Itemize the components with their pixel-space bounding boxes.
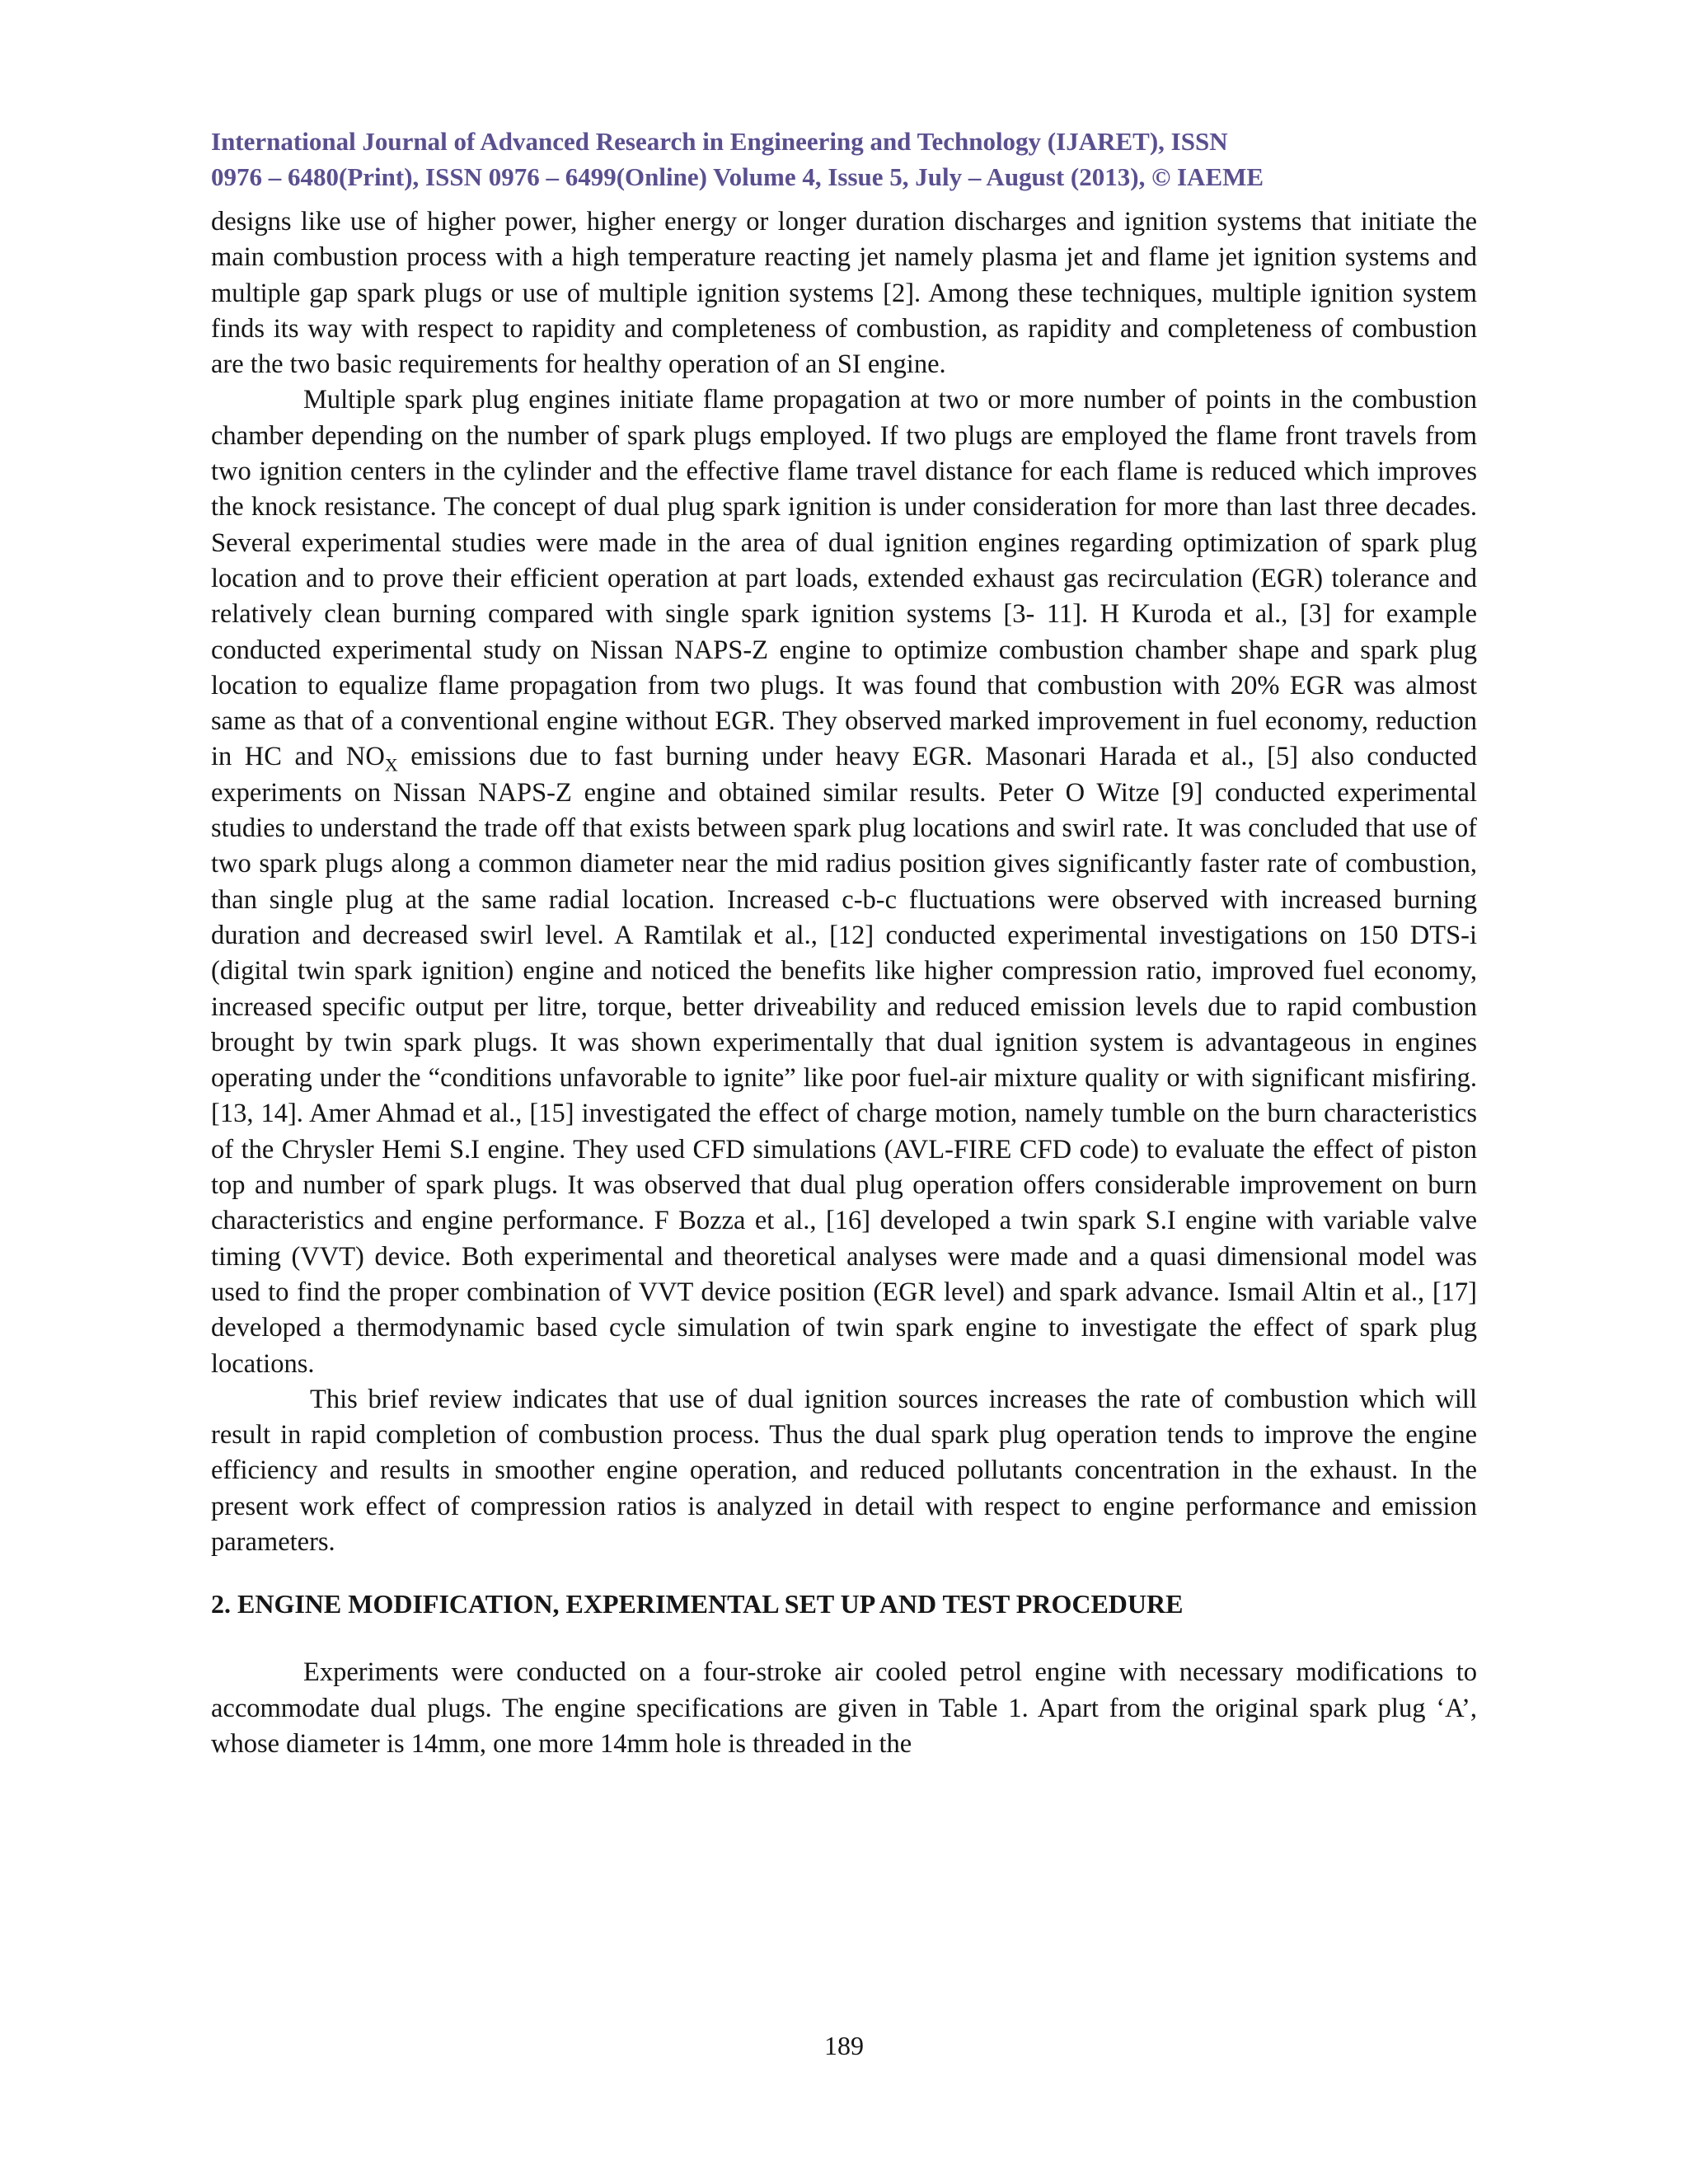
page-number: 189: [824, 2031, 864, 2060]
journal-header-line-1: International Journal of Advanced Research in Engineering and Technology (IJARET), ISSN: [211, 127, 1228, 156]
page-content: [211, 124, 1477, 1762]
section-heading-engine-modification: 2. ENGINE MODIFICATION, EXPERIMENTAL SET UP AND TEST PROCEDURE: [211, 1589, 1184, 1619]
journal-header-line-2: 0976 – 6480(Print), ISSN 0976 – 6499(Online) Volume 4, Issue 5, July – August (2013), © IAEME: [211, 162, 1264, 191]
paragraph-review-summary: This brief review indicates that use of dual ignition sources increases the rate of combustion which will result in rapid completion of combustion process. Thus the dual spark plug operation tends to improve the engine efficiency and results in smoother engine operation, and reduced pollutants concentration in the exhaust. In the present work effect of compression ratios is analyzed in detail with respect to engine performance and emission parameters.: [211, 1384, 1477, 1557]
nox-subscript: X: [384, 754, 398, 776]
paragraph-multiple-spark-plug-review: [211, 382, 1477, 1381]
paragraph-intro-continuation: designs like use of higher power, higher energy or longer duration discharges and ignition systems that initiate the main combustion process with a high temperature reacting jet namely plasma jet and flame jet ignition systems and multiple gap spark plugs or use of multiple ignition systems [2]. Among these techniques, multiple ignition system finds its way with respect to rapidity and completeness of combustion, as rapidity and completeness of combustion are the two basic requirements for healthy operation of an SI engine.: [211, 207, 1477, 380]
paragraph-review-text-part-2: emissions due to fast burning under heavy EGR. Masonari Harada et al., [5] also conducted experiments on Nissan NAPS-Z engine and obtained similar results. Peter O Witze [9] conducted experimental studies to understand the trade off that exists between spark plug locations and swirl rate. It was concluded that use of two spark plugs along a common diameter near the mid radius position gives significantly faster rate of combustion, than single plug at the same radial location. Increased c-b-c fluctuations were observed with increased burning duration and decreased swirl level. A Ramtilak et al., [12] conducted experimental investigations on 150 DTS-i (digital twin spark ignition) engine and noticed the benefits like higher compression ratio, improved fuel economy, increased specific output per litre, torque, better driveability and reduced emission levels due to rapid combustion brought by twin spark plugs. It was shown experimentally that dual ignition system is advantageous in engines operating under the “conditions unfavorable to ignite” like poor fuel-air mixture quality or with significant misfiring. [13, 14]. Amer Ahmad et al., [15] investigated the effect of charge motion, namely tumble on the burn characteristics of the Chrysler Hemi S.I engine. They used CFD simulations (AVL-FIRE CFD code) to evaluate the effect of piston top and number of spark plugs. It was observed that dual plug operation offers considerable improvement on burn characteristics and engine performance. F Bozza et al., [16] developed a twin spark S.I engine with variable valve timing (VVT) device. Both experimental and theoretical analyses were made and a quasi dimensional model was used to find the proper combination of VVT device position (EGR level) and spark advance. Ismail Altin et al., [17] developed a thermodynamic based cycle simulation of twin spark engine to investigate the effect of spark plug locations.: [211, 742, 1477, 1379]
journal-header: [211, 124, 1477, 194]
paragraph-review-text-part-1: Multiple spark plug engines initiate flame propagation at two or more number of points in the combustion chamber depending on the number of spark plugs employed. If two plugs are employed the flame front travels from two ignition centers in the cylinder and the effective flame travel distance for each flame is reduced which improves the knock resistance. The concept of dual plug spark ignition is under consideration for more than last three decades. Several experimental studies were made in the area of dual ignition engines regarding optimization of spark plug location and to prove their efficient operation at part loads, extended exhaust gas recirculation (EGR) tolerance and relatively clean burning compared with single spark ignition systems [3- 11]. H Kuroda et al., [3] for example conducted experimental study on Nissan NAPS-Z engine to optimize combustion chamber shape and spark plug location to equalize flame propagation from two plugs. It was found that combustion with 20% EGR was almost same as that of a conventional engine without EGR. They observed marked improvement in fuel economy, reduction in HC and NO: [211, 385, 1477, 772]
paragraph-experiments: Experiments were conducted on a four-stroke air cooled petrol engine with necessary modifications to accommodate dual plugs. The engine specifications are given in Table 1. Apart from the original spark plug ‘A’, whose diameter is 14mm, one more 14mm hole is threaded in the: [211, 1657, 1477, 1759]
